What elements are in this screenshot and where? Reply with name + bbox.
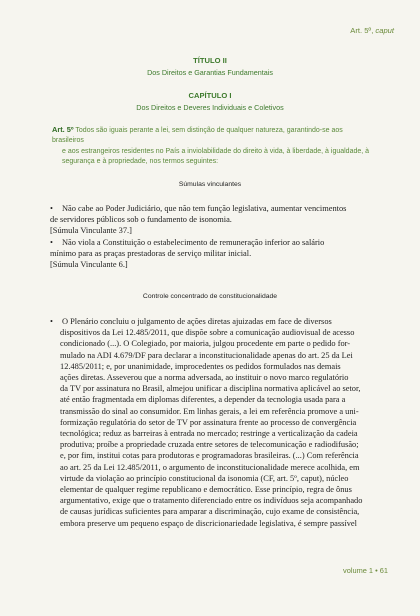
capitulo-subtitle: Dos Direitos e Deveres Individuais e Coletivos: [136, 103, 284, 112]
sumulas-heading: Súmulas vinculantes: [178, 181, 242, 188]
footer-separator: •: [375, 566, 378, 575]
page-number: 61: [379, 566, 388, 575]
page-footer: [343, 566, 388, 575]
sumula-item: [50, 203, 378, 214]
paragraph-line: transmissão do sinal ao consumidor. Em linhas gerais, a lei em referência promove a uni-: [60, 406, 359, 416]
running-head-caput: caput: [375, 26, 394, 35]
article-line: segurança e à propriedade, nos termos seguintes:: [62, 158, 219, 166]
sumula-line: de servidores públicos sob o fundamento de isonomia.: [50, 215, 232, 225]
paragraph-line: argumentativo, exige que o tratamento diferenciado entre os indivíduos seja acompanhado: [60, 496, 363, 506]
paragraph-line: produtiva; proíbe a propriedade cruzada entre setores de telecomunicação e radiodifusão;: [60, 440, 359, 450]
paragraph-line: [50, 316, 378, 327]
paragraph-line: embora preserve um pequeno espaço de discricionariedade legislativa, é sempre passível: [60, 518, 357, 528]
sumula-line: Não viola a Constituição o estabelecimento de remuneração inferior ao salário: [62, 237, 325, 247]
paragraph-line: virtude da violação ao princípio constitucional da isonomia (CF, art. 5º, caput), núcleo: [60, 473, 349, 483]
paragraph-line: da TV por assinatura no Brasil, almejou unificar a disciplina normativa aplicável ao setor,: [60, 384, 361, 394]
footer-volume: volume 1: [343, 566, 374, 575]
paragraph-line: formização regulatória do setor de TV por assinatura frente ao processo de convergência: [60, 417, 357, 427]
paragraph-line: elementar de qualquer regime republicano e democrático. Esse princípio, regra de ônus: [60, 485, 352, 495]
sumula-ref: [Súmula Vinculante 6.]: [50, 260, 128, 270]
running-head: [350, 26, 394, 35]
paragraph-line: até então fragmentada em diplomas diferentes, a depender da tecnologia usada para a: [60, 395, 346, 405]
sumula-line: mínimo para as praças prestadoras de serviço militar inicial.: [50, 248, 252, 258]
paragraph-line: ações diretas. Asseverou que a norma adversada, ao instituir o novo marco regulatório: [60, 373, 349, 383]
paragraph-line: dispositivos da Lei 12.485/2011, que dispõe sobre a comunicação audiovisual de acesso: [60, 328, 355, 338]
controle-heading: Controle concentrado de constitucionalidade: [142, 293, 278, 300]
titulo-label: TÍTULO II: [193, 56, 227, 65]
article-line: Todos são iguais perante a lei, sem distinção de qualquer natureza, garantindo-se aos brasileiros: [52, 127, 343, 145]
paragraph-line: de causas jurídicas suficientes para amparar a discriminação, cujo exame de consistência,: [60, 507, 360, 517]
article-5: [52, 125, 372, 168]
paragraph-line: 12.485/2011; e, por unanimidade, improcedentes os pedidos formulados nas demais: [60, 361, 341, 371]
sumula-ref: [Súmula Vinculante 37.]: [50, 226, 132, 236]
running-head-prefix: Art. 5º,: [350, 26, 376, 35]
sumula-line: Não cabe ao Poder Judiciário, que não tem função legislativa, aumentar vencimentos: [62, 204, 347, 213]
article-label: Art. 5º: [52, 125, 74, 134]
sumulas-list: [50, 203, 378, 270]
bullet-icon: •: [50, 237, 53, 247]
controle-paragraph: [50, 316, 378, 529]
paragraph-line: ao art. 25 da Lei 12.485/2011, o argumento de inconstitucionalidade merece acolhida, em: [60, 462, 360, 472]
sumula-item: [50, 237, 378, 248]
paragraph-line: tecnológica; reduz as barreiras à entrada no mercado; restringe a verticalização da cadeia: [60, 429, 358, 439]
bullet-icon: •: [50, 317, 53, 326]
paragraph-line: mulado na ADI 4.679/DF para declarar a inconstitucionalidade apenas do art. 25 da Lei: [60, 350, 353, 360]
capitulo-label: CAPÍTULO I: [188, 91, 232, 100]
bullet-icon: •: [50, 204, 53, 213]
paragraph-line: condicionado (...). O Colegiado, por maioria, julgou procedente em parte o pedido for-: [60, 339, 351, 349]
titulo-subtitle: Dos Direitos e Garantias Fundamentais: [147, 68, 273, 77]
paragraph-line-text: O Plenário concluiu o julgamento de ações diretas ajuizadas em face de diversos: [62, 317, 332, 326]
paragraph-line: e, por fim, institui cotas para produtoras e programadoras brasileiras. (...) Com referência: [60, 451, 359, 461]
article-line: e aos estrangeiros residentes no País a inviolabilidade do direito à vida, à liberdade, à igualdade, à: [62, 147, 370, 155]
